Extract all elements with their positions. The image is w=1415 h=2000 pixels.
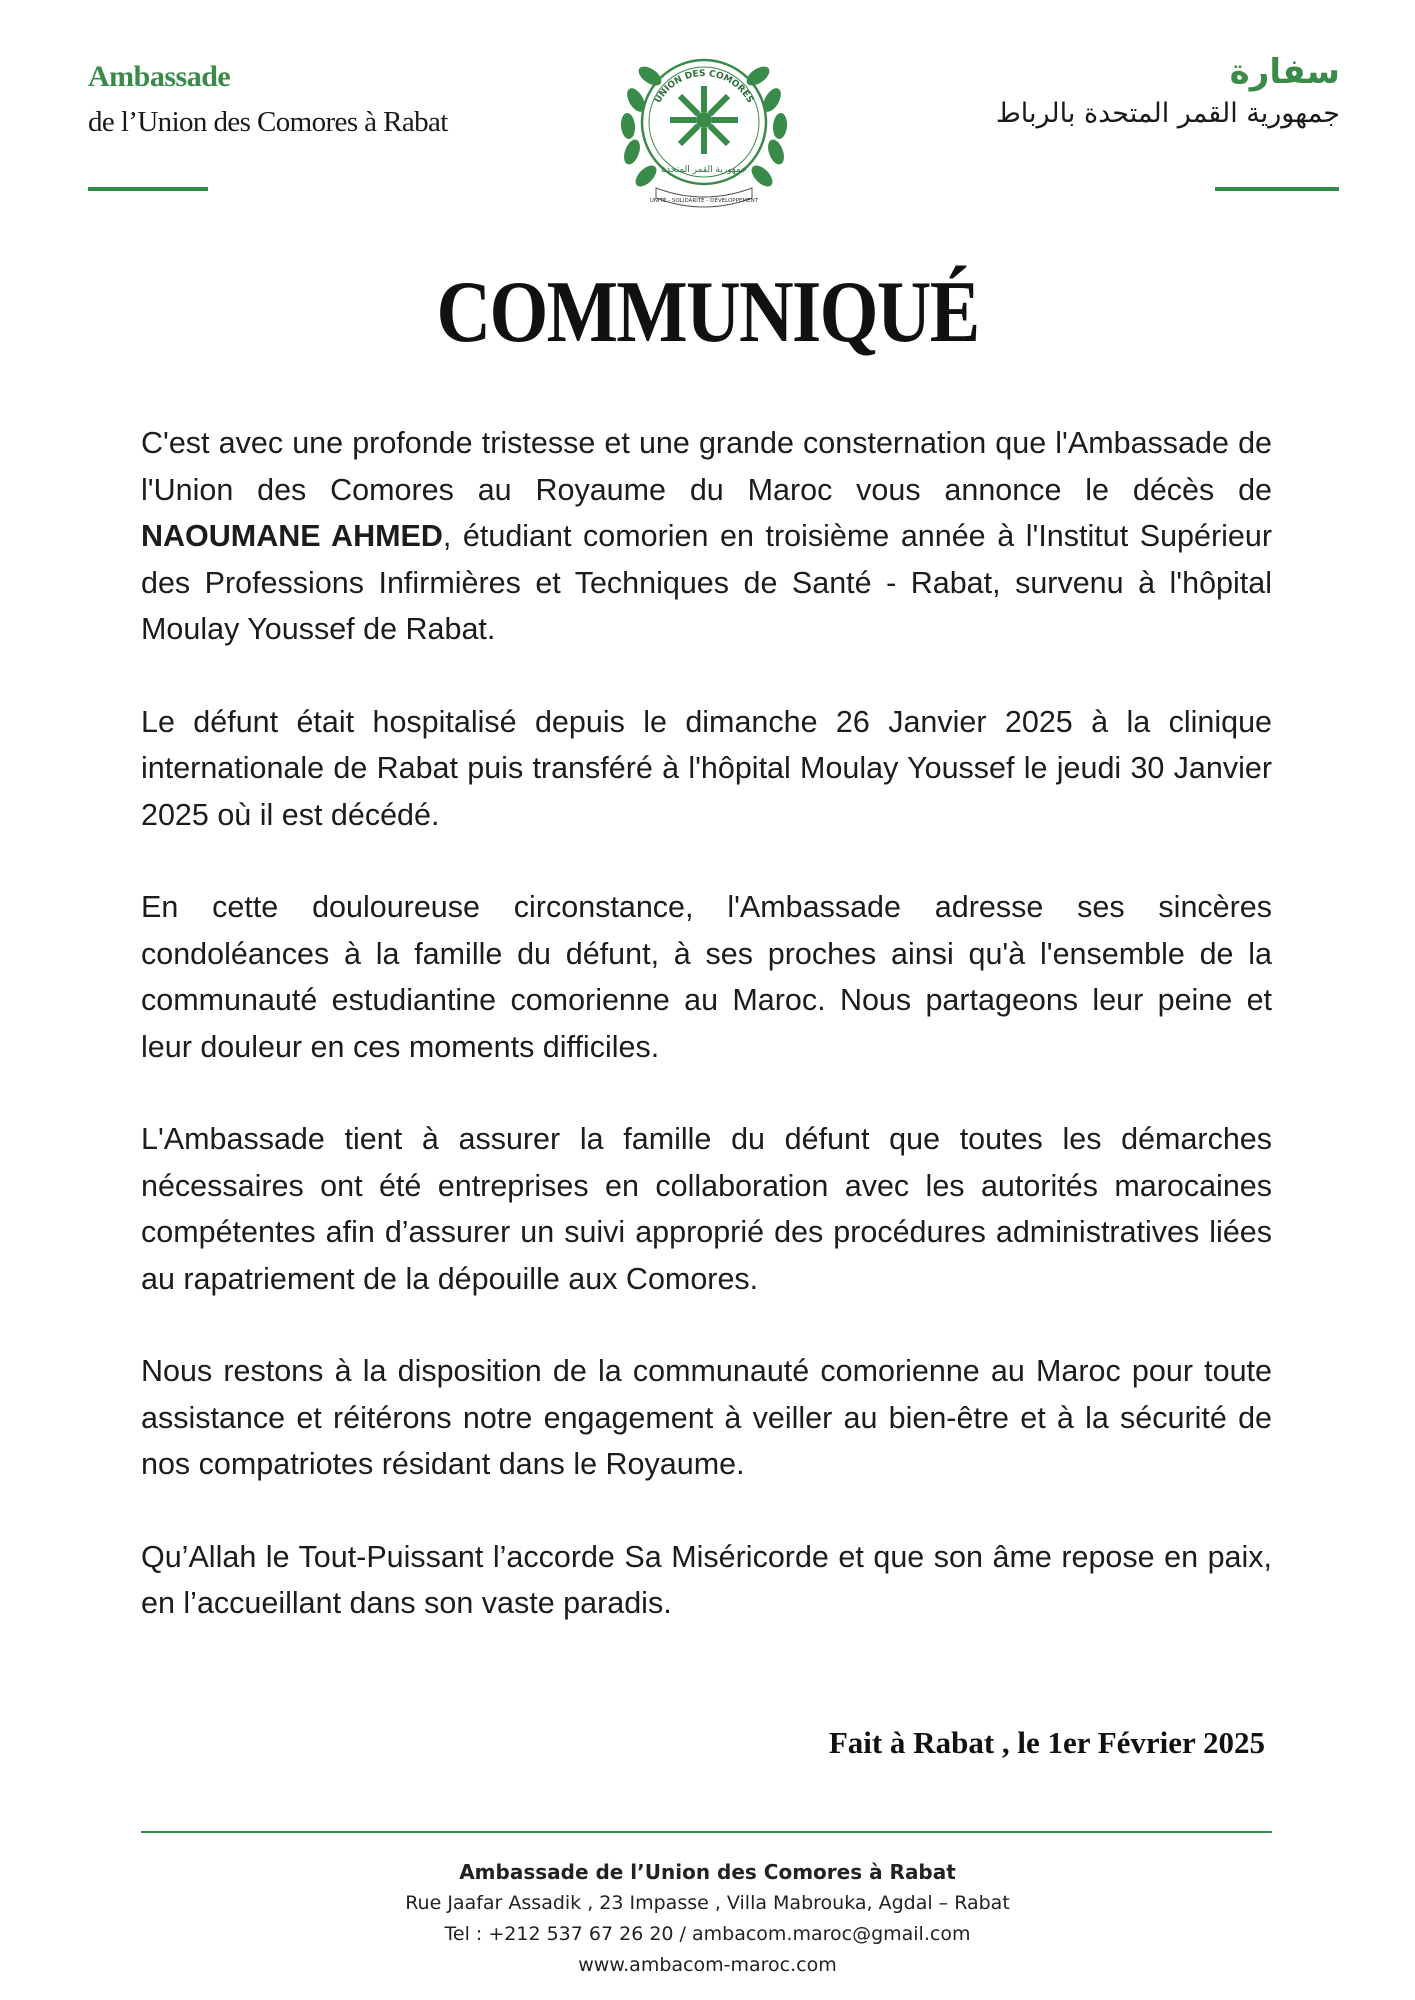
footer-rule (141, 1831, 1272, 1833)
header-right-subtitle: جمهورية القمر المتحدة بالرباط (995, 98, 1340, 129)
comoros-seal-logo (608, 30, 800, 222)
footer-contact: Tel : +212 537 67 26 20 / ambacom.maroc@gmail.com (444, 1923, 971, 1945)
footer (0, 1856, 1415, 1981)
page-title: COMMUNIQUÉ (436, 264, 979, 361)
deceased-name: NAOUMANE AHMED (141, 519, 443, 553)
paragraph-1: C'est avec une profonde tristesse et une grande consternation que l'Ambassade de l'Union des Comores au Royaume du Maroc vous annonce le décès de NAOUMANE AHMED, étudiant comorien en troisième année à l'Institut Supérieur des Professions Infirmières et Techniques de Santé - Rabat, survenu à l'hôpital Moulay Youssef de Rabat. (141, 426, 1272, 646)
signature-date: Fait à Rabat , le 1er Février 2025 (828, 1725, 1265, 1760)
header-left-title: Ambassade (88, 60, 231, 93)
header-left-subtitle: de l’Union des Comores à Rabat (88, 106, 448, 138)
svg-text:UNITÉ - SOLIDARITÉ - DÉVELOPPE: UNITÉ - SOLIDARITÉ - DÉVELOPPEMENT (649, 198, 759, 204)
header-left (88, 60, 508, 139)
header-right (920, 52, 1340, 129)
paragraph-4: L'Ambassade tient à assurer la famille du défunt que toutes les démarches nécessaires ont été entreprises en collaboration avec les autorités marocaines compétentes afin d’assurer un suivi approprié des procédures administratives liées au rapatriement de la dépouille aux Comores. (141, 1122, 1272, 1296)
footer-address: Rue Jaafar Assadik , 23 Impasse , Villa Mabrouka, Agdal – Rabat (405, 1892, 1010, 1914)
paragraph-3: En cette douloureuse circonstance, l'Ambassade adresse ses sincères condoléances à la famille du défunt, à ses proches ainsi qu'à l'ensemble de la communauté estudiantine comorienne au Maroc. Nous partageons leur peine et leur douleur en ces moments difficiles. (141, 890, 1272, 1064)
paragraph-6: Qu’Allah le Tout-Puissant l’accorde Sa Miséricorde et que son âme repose en paix, en l’accueillant dans son vaste paradis. (141, 1539, 1272, 1620)
communique-body (141, 420, 1272, 1673)
svg-text:UNION DES COMORES: UNION DES COMORES (653, 68, 755, 106)
paragraph-2: Le défunt était hospitalisé depuis le dimanche 26 Janvier 2025 à la clinique internationale de Rabat puis transféré à l'hôpital Moulay Youssef le jeudi 30 Janvier 2025 où il est décédé. (141, 704, 1272, 832)
header-right-rule (1215, 187, 1339, 191)
svg-text:جمهورية القمر المتحدة: جمهورية القمر المتحدة (661, 165, 747, 175)
footer-embassy-name: Ambassade de l’Union des Comores à Rabat (459, 1860, 956, 1884)
header-right-title: سفارة (1229, 52, 1340, 92)
header-left-rule (88, 187, 208, 191)
footer-website-link[interactable]: www.ambacom-maroc.com (578, 1954, 837, 1976)
paragraph-5: Nous restons à la disposition de la communauté comorienne au Maroc pour toute assistance et réitérons notre engagement à veiller au bien-être et à la sécurité de nos compatriotes résidant dans le Royaume. (141, 1354, 1272, 1481)
